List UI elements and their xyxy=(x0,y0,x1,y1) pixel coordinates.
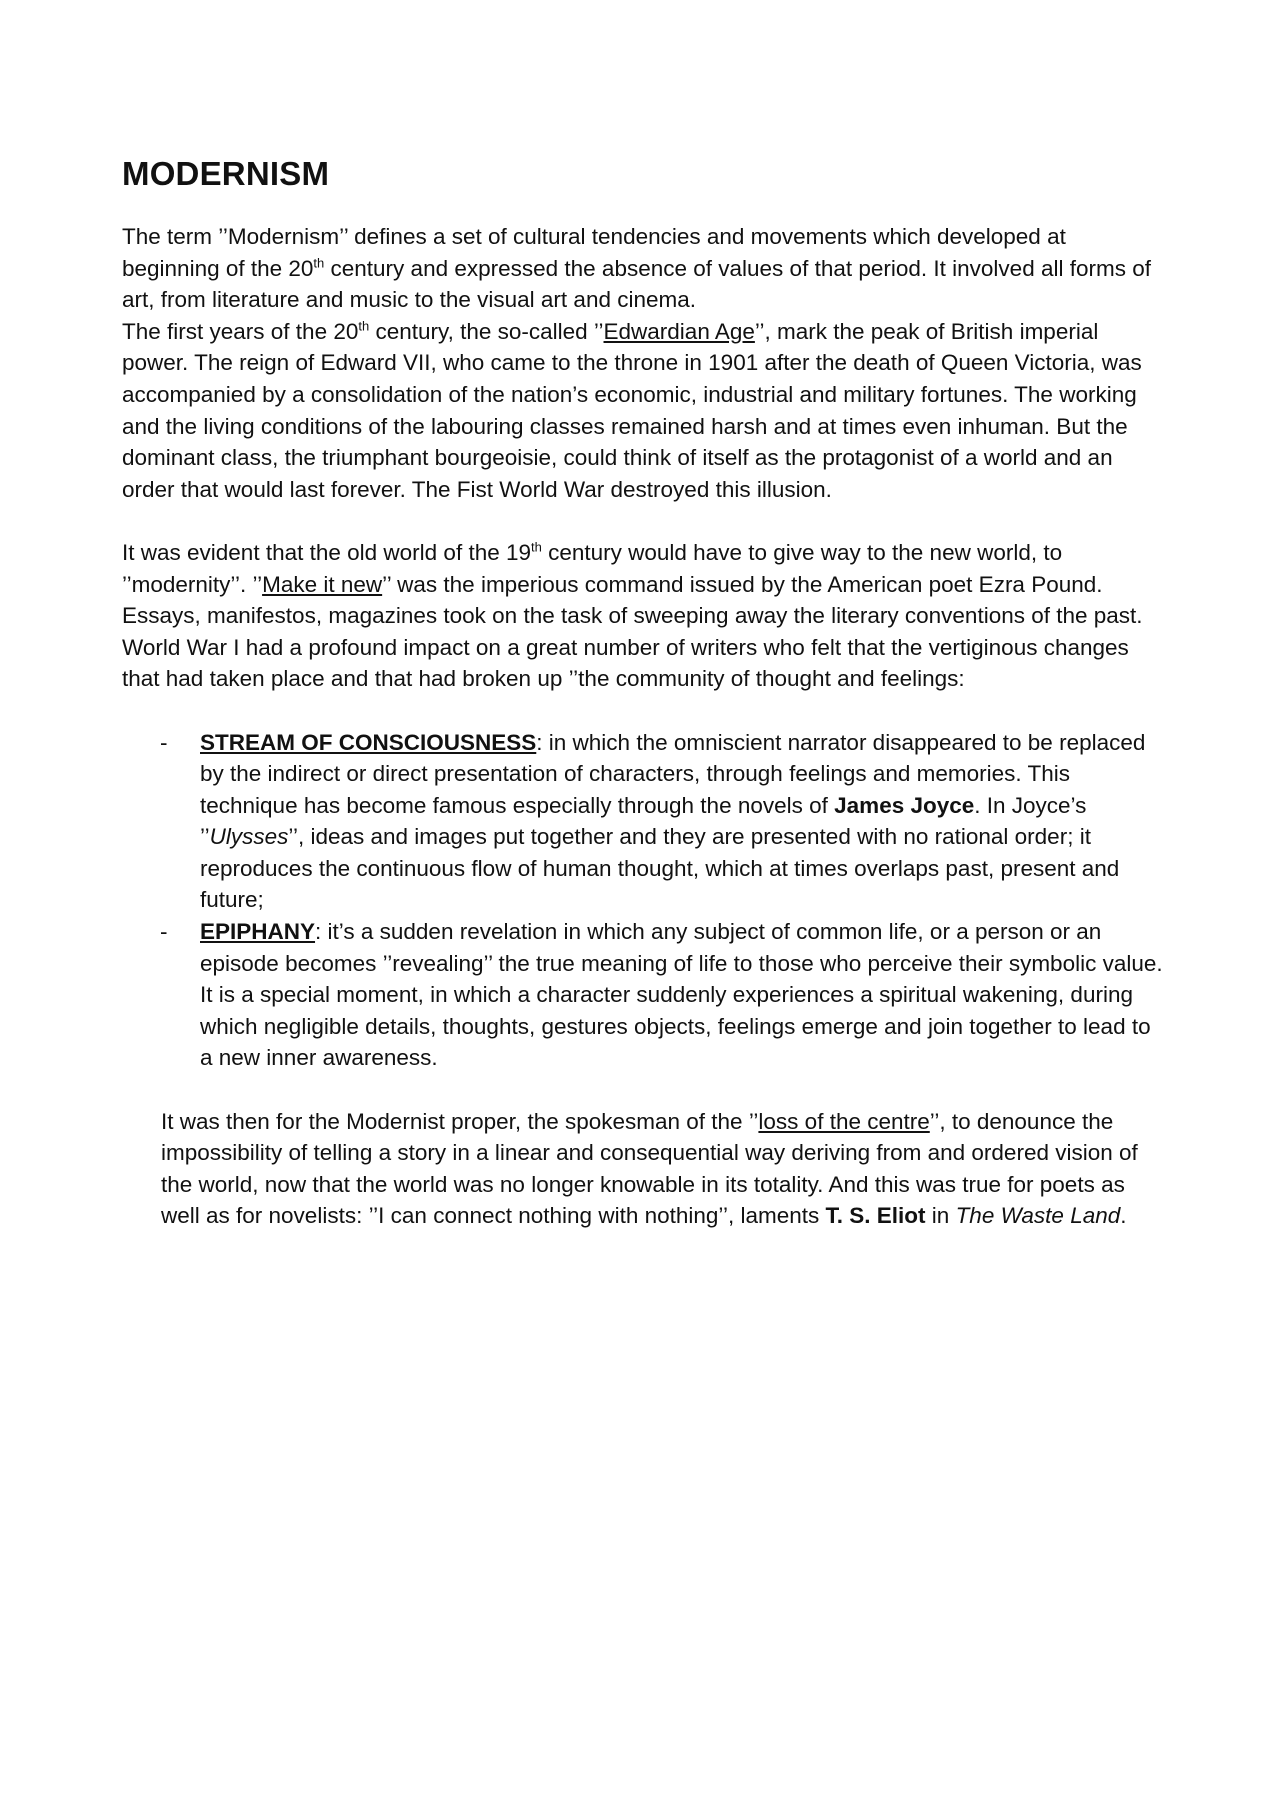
text-segment: ’’, to denounce the impossibility of telling a story in a linear and consequential way deriving from and ordered vision of the world, now that the world was no longer knowable in its totality. And this was true for poets as well as for novelists: ’’I can connect nothing with nothing’’, laments xyxy=(161,1108,1138,1229)
work-the-waste-land: The Waste Land xyxy=(955,1203,1121,1229)
text-segment: century, the so-called ’’ xyxy=(369,318,604,344)
text-segment: century would have to give way to the new world, to ’’modernity’’. ’’ xyxy=(122,539,1063,597)
text-segment: in xyxy=(925,1203,956,1229)
text-segment: ’’ was the imperious command issued by the American poet Ezra Pound. Essays, manifestos, magazines took on the task of sweeping away the literary conventions of the past. xyxy=(122,571,1143,629)
term-epiphany: EPIPHANY xyxy=(200,919,316,945)
author-ts-eliot: T. S. Eliot xyxy=(825,1203,926,1229)
text-segment: It was evident that the old world of the 19 xyxy=(122,539,531,565)
dash-bullet: - xyxy=(160,919,168,945)
loss-of-the-centre-underlined: loss of the centre xyxy=(758,1108,930,1134)
dash-bullet: - xyxy=(160,729,168,755)
text-segment: The term ’’Modernism’’ defines a set of cultural tendencies and movements which developed at beginning of the 20 xyxy=(122,224,1066,281)
text-segment: ’’, ideas and images put together and they are presented with no rational order; it reproduces the continuous flow of human thought, which at times overlaps past, present and future; xyxy=(200,824,1120,913)
superscript: th xyxy=(313,255,325,271)
paragraph-intro xyxy=(122,221,1165,316)
work-ulysses: Ulysses xyxy=(209,824,289,850)
text-segment: century and expressed the absence of values of that period. It involved all forms of art, from literature and music to the visual art and cinema. xyxy=(122,255,1151,313)
paragraph-spacer xyxy=(122,695,1165,727)
author-james-joyce: James Joyce xyxy=(834,792,975,818)
text-segment: The first years of the 20 xyxy=(122,318,359,344)
paragraph-spacer xyxy=(122,1074,1165,1106)
superscript: th xyxy=(531,539,542,555)
text-segment: It was then for the Modernist proper, the spokesman of the ’’ xyxy=(161,1108,759,1134)
paragraph-modernity xyxy=(122,537,1165,632)
paragraph-loss-of-centre xyxy=(122,1106,1165,1232)
paragraph-world-war: World War I had a profound impact on a great number of writers who felt that the vertiginous changes that had taken place and that had broken up ’’the community of thought and feelings: xyxy=(122,634,1129,692)
term-stream-of-consciousness: STREAM OF CONSCIOUSNESS xyxy=(200,729,537,755)
list-item-stream-of-consciousness xyxy=(122,727,1165,917)
technique-list xyxy=(122,727,1165,1075)
make-it-new-underlined: Make it new xyxy=(262,571,383,597)
edwardian-age-underlined: Edwardian Age xyxy=(603,318,755,344)
list-item-epiphany xyxy=(122,916,1165,1074)
text-segment: : in which the omniscient narrator disappeared to be replaced by the indirect or direct presentation of characters, through feelings and memories. This technique has become famous especially through the novels of xyxy=(200,729,1146,818)
paragraph-spacer xyxy=(122,505,1165,537)
text-segment: . xyxy=(1120,1203,1127,1229)
text-segment: : it’s a sudden revelation in which any subject of common life, or a person or an episode becomes ’’revealing’’ the true meaning of life to those who perceive their symbolic value. It is a special moment, in which a character suddenly experiences a spiritual wakening, during which negligible details, thoughts, gestures objects, feelings emerge and join together to lead to a new inner awareness. xyxy=(200,919,1163,1071)
superscript: th xyxy=(358,318,370,334)
text-segment: ’’, mark the peak of British imperial power. The reign of Edward VII, who came to the throne in 1901 after the death of Queen Victoria, was accompanied by a consolidation of the nation’s economic, industrial and military fortunes. The working and the living conditions of the labouring classes remained harsh and at times even inhuman. But the dominant class, the triumphant bourgeoisie, could think of itself as the protagonist of a world and an order that would last forever. The Fist World War destroyed this illusion. xyxy=(122,318,1142,502)
paragraph-edwardian xyxy=(122,316,1165,506)
page-title: MODERNISM xyxy=(122,155,330,192)
text-segment: . In Joyce’s ’’ xyxy=(200,792,1087,850)
